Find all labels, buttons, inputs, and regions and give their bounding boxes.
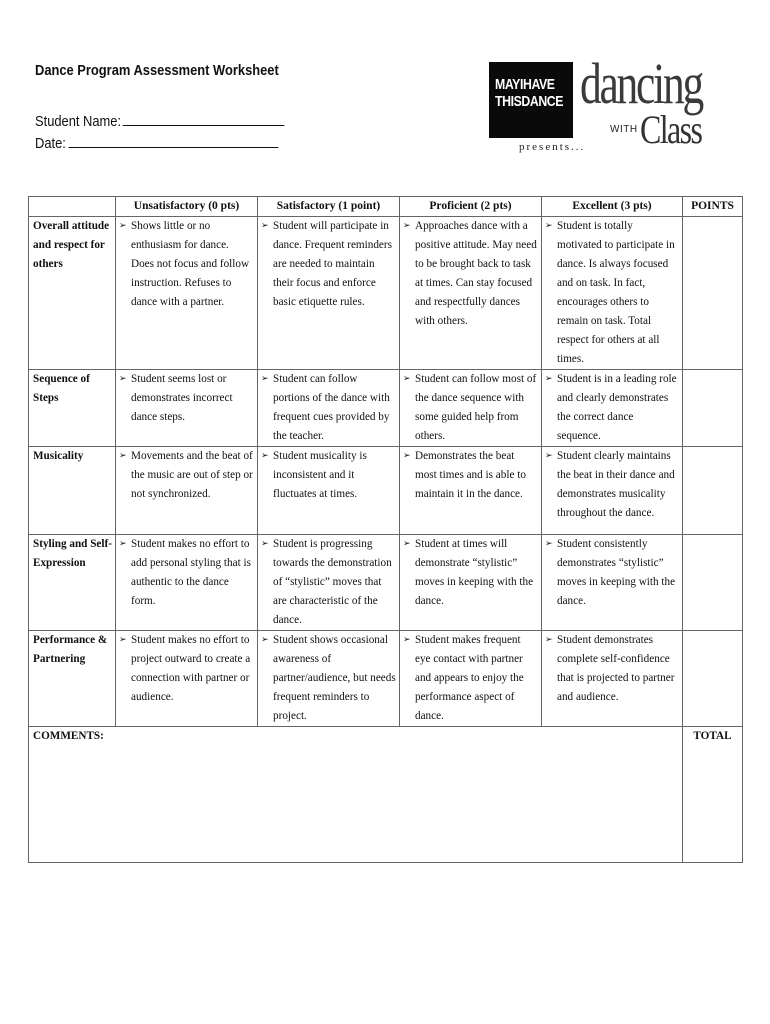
presents-text: presents...: [519, 141, 586, 153]
points-cell[interactable]: [683, 370, 743, 447]
student-name-field: [35, 111, 284, 130]
total-cell[interactable]: [683, 727, 743, 863]
student-name-label: Student Name:: [35, 113, 122, 130]
header-unsatisfactory: Unsatisfactory (0 pts): [116, 197, 258, 217]
table-row: [29, 535, 743, 631]
rubric-cell: ➢ Student consistently demonstrates “stylistic” moves in keeping with the dance.: [542, 535, 683, 631]
rubric-cell: ➢ Student at times will demonstrate “stylistic” moves in keeping with the dance.: [400, 535, 542, 631]
criterion-label: Performance & Partnering: [29, 631, 116, 727]
rubric-table: [28, 196, 743, 863]
comments-area[interactable]: [29, 727, 683, 863]
header-excellent: Excellent (3 pts): [542, 197, 683, 217]
total-label: TOTAL: [693, 730, 732, 742]
arrow-bullet-icon: ➢: [261, 635, 269, 645]
date-label: Date:: [35, 135, 66, 152]
arrow-bullet-icon: ➢: [119, 539, 127, 549]
logo-dancing-text: dancing: [580, 51, 702, 116]
rubric-cell: ➢ Student will participate in dance. Frequent reminders are needed to maintain their focus and enforce basic etiquette rules.: [258, 217, 400, 370]
arrow-bullet-icon: ➢: [119, 635, 127, 645]
rubric-cell: ➢ Student seems lost or demonstrates incorrect dance steps.: [116, 370, 258, 447]
may-i-have-this-dance-logo: [489, 62, 573, 138]
arrow-bullet-icon: ➢: [545, 451, 553, 461]
comments-label: COMMENTS:: [33, 730, 104, 742]
arrow-bullet-icon: ➢: [119, 374, 127, 384]
rubric-cell: ➢ Student makes no effort to project outward to create a connection with partner or audience.: [116, 631, 258, 727]
criterion-label: Overall attitude and respect for others: [29, 217, 116, 370]
arrow-bullet-icon: ➢: [403, 635, 411, 645]
logo-class-text: Class: [640, 107, 702, 152]
criterion-label: Styling and Self-Expression: [29, 535, 116, 631]
arrow-bullet-icon: ➢: [545, 374, 553, 384]
rubric-cell: ➢ Student is in a leading role and clearly demonstrates the correct dance sequence.: [542, 370, 683, 447]
arrow-bullet-icon: ➢: [261, 539, 269, 549]
arrow-bullet-icon: ➢: [261, 451, 269, 461]
student-name-line[interactable]: [123, 111, 285, 126]
date-field: [35, 133, 278, 152]
rubric-cell: ➢ Student musicality is inconsistent and it fluctuates at times.: [258, 447, 400, 535]
arrow-bullet-icon: ➢: [403, 451, 411, 461]
logo-line-1: MAYIHAVE: [495, 76, 555, 93]
arrow-bullet-icon: ➢: [261, 221, 269, 231]
arrow-bullet-icon: ➢: [545, 539, 553, 549]
header-satisfactory: Satisfactory (1 point): [258, 197, 400, 217]
arrow-bullet-icon: ➢: [545, 221, 553, 231]
rubric-cell: ➢ Movements and the beat of the music are out of step or not synchronized.: [116, 447, 258, 535]
arrow-bullet-icon: ➢: [403, 539, 411, 549]
points-cell[interactable]: [683, 447, 743, 535]
rubric-cell: ➢ Student is totally motivated to participate in dance. Is always focused and on task. In fact, encourages others to remain on task. Total respect for others at all times.: [542, 217, 683, 370]
header-proficient: Proficient (2 pts): [400, 197, 542, 217]
rubric-cell: ➢ Student demonstrates complete self-confidence that is projected to partner and audience.: [542, 631, 683, 727]
rubric-cell: ➢ Shows little or no enthusiasm for dance. Does not focus and follow instruction. Refuses to dance with a partner.: [116, 217, 258, 370]
arrow-bullet-icon: ➢: [403, 374, 411, 384]
rubric-cell: ➢ Student can follow portions of the dance with frequent cues provided by the teacher.: [258, 370, 400, 447]
criterion-label: Sequence of Steps: [29, 370, 116, 447]
comments-row: [29, 727, 743, 863]
criterion-label: Musicality: [29, 447, 116, 535]
arrow-bullet-icon: ➢: [261, 374, 269, 384]
points-cell[interactable]: [683, 535, 743, 631]
rubric-cell: ➢ Student shows occasional awareness of partner/audience, but needs frequent reminders to project.: [258, 631, 400, 727]
rubric-cell: ➢ Student makes frequent eye contact with partner and appears to enjoy the performance aspect of dance.: [400, 631, 542, 727]
arrow-bullet-icon: ➢: [545, 635, 553, 645]
arrow-bullet-icon: ➢: [119, 221, 127, 231]
date-line[interactable]: [68, 133, 278, 148]
rubric-cell: ➢ Approaches dance with a positive attitude. May need to be brought back to task at times. Can stay focused and respectfully dances with others.: [400, 217, 542, 370]
rubric-cell: ➢ Demonstrates the beat most times and is able to maintain it in the dance.: [400, 447, 542, 535]
table-row: [29, 447, 743, 535]
rubric-cell: ➢ Student clearly maintains the beat in their dance and demonstrates musicality throughout the dance.: [542, 447, 683, 535]
header-points: POINTS: [683, 197, 743, 217]
logo-with-text: WITH: [610, 124, 638, 135]
logo-line-2: THISDANCE: [495, 93, 564, 110]
arrow-bullet-icon: ➢: [119, 451, 127, 461]
dancing-with-class-logo: [580, 51, 730, 160]
page-title: Dance Program Assessment Worksheet: [35, 62, 279, 79]
points-cell[interactable]: [683, 631, 743, 727]
rubric-header-row: [29, 197, 743, 217]
table-row: [29, 631, 743, 727]
rubric-cell: ➢ Student is progressing towards the demonstration of “stylistic” moves that are characteristic of the dance.: [258, 535, 400, 631]
points-cell[interactable]: [683, 217, 743, 370]
table-row: [29, 370, 743, 447]
header-blank: [29, 197, 116, 217]
arrow-bullet-icon: ➢: [403, 221, 411, 231]
table-row: [29, 217, 743, 370]
rubric-cell: ➢ Student can follow most of the dance sequence with some guided help from others.: [400, 370, 542, 447]
rubric-cell: ➢ Student makes no effort to add personal styling that is authentic to the dance form.: [116, 535, 258, 631]
